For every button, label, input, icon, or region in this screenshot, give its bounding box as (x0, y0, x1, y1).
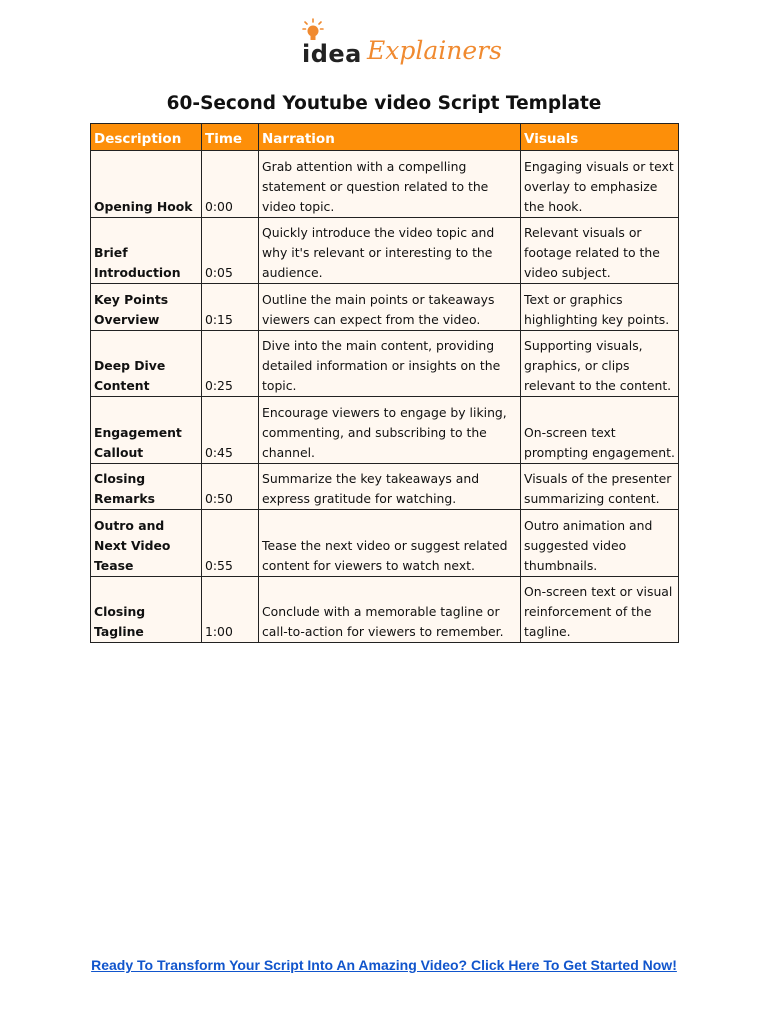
column-header-time: Time (202, 124, 259, 151)
page-title: 60-Second Youtube video Script Template (166, 93, 602, 114)
cell-narration: Summarize the key takeaways and express gratitude for watching. (259, 464, 521, 510)
cell-narration: Conclude with a memorable tagline or call-to-action for viewers to remember. (259, 577, 521, 643)
column-header-visuals: Visuals (521, 124, 679, 151)
cell-narration: Outline the main points or takeaways viewers can expect from the video. (259, 284, 521, 331)
table-header-row (91, 124, 679, 151)
table-row (91, 218, 679, 284)
table-row (91, 331, 679, 397)
table-row (91, 151, 679, 218)
cell-narration: Encourage viewers to engage by liking, commenting, and subscribing to the channel. (259, 397, 521, 464)
cell-narration: Dive into the main content, providing detailed information or insights on the topic. (259, 331, 521, 397)
cell-narration: Quickly introduce the video topic and why it's relevant or interesting to the audience. (259, 218, 521, 284)
cell-visuals: On-screen text or visual reinforcement of the tagline. (521, 577, 679, 643)
cell-visuals: On-screen text prompting engagement. (521, 397, 679, 464)
logo-text-idea: idea (302, 40, 362, 68)
cell-description: Deep Dive Content (91, 331, 202, 397)
cell-visuals: Visuals of the presenter summarizing content. (521, 464, 679, 510)
cell-description: Closing Tagline (91, 577, 202, 643)
cell-description: Key Points Overview (91, 284, 202, 331)
cell-visuals: Engaging visuals or text overlay to emphasize the hook. (521, 151, 679, 218)
cell-visuals: Outro animation and suggested video thumbnails. (521, 510, 679, 577)
cell-description: Opening Hook (91, 151, 202, 218)
table-row (91, 397, 679, 464)
cell-time: 0:05 (202, 218, 259, 284)
cell-visuals: Text or graphics highlighting key points. (521, 284, 679, 331)
column-header-narration: Narration (259, 124, 521, 151)
cell-description: Engagement Callout (91, 397, 202, 464)
cell-narration: Tease the next video or suggest related content for viewers to watch next. (259, 510, 521, 577)
table-row (91, 464, 679, 510)
get-started-link[interactable]: Ready To Transform Your Script Into An Amazing Video? Click Here To Get Started Now! (91, 957, 677, 973)
cell-visuals: Supporting visuals, graphics, or clips relevant to the content. (521, 331, 679, 397)
table-row (91, 577, 679, 643)
cell-time: 0:55 (202, 510, 259, 577)
cell-narration: Grab attention with a compelling statement or question related to the video topic. (259, 151, 521, 218)
logo-text-explainers: Explainers (367, 36, 502, 65)
script-table (90, 123, 679, 643)
table-row (91, 510, 679, 577)
cell-description: Outro and Next Video Tease (91, 510, 202, 577)
cell-time: 0:45 (202, 397, 259, 464)
brand-logo (300, 18, 502, 70)
cell-time: 1:00 (202, 577, 259, 643)
column-header-description: Description (91, 124, 202, 151)
cell-description: Closing Remarks (91, 464, 202, 510)
cell-time: 0:25 (202, 331, 259, 397)
cell-visuals: Relevant visuals or footage related to the video subject. (521, 218, 679, 284)
cell-time: 0:00 (202, 151, 259, 218)
cell-description: Brief Introduction (91, 218, 202, 284)
cell-time: 0:15 (202, 284, 259, 331)
cell-time: 0:50 (202, 464, 259, 510)
table-row (91, 284, 679, 331)
